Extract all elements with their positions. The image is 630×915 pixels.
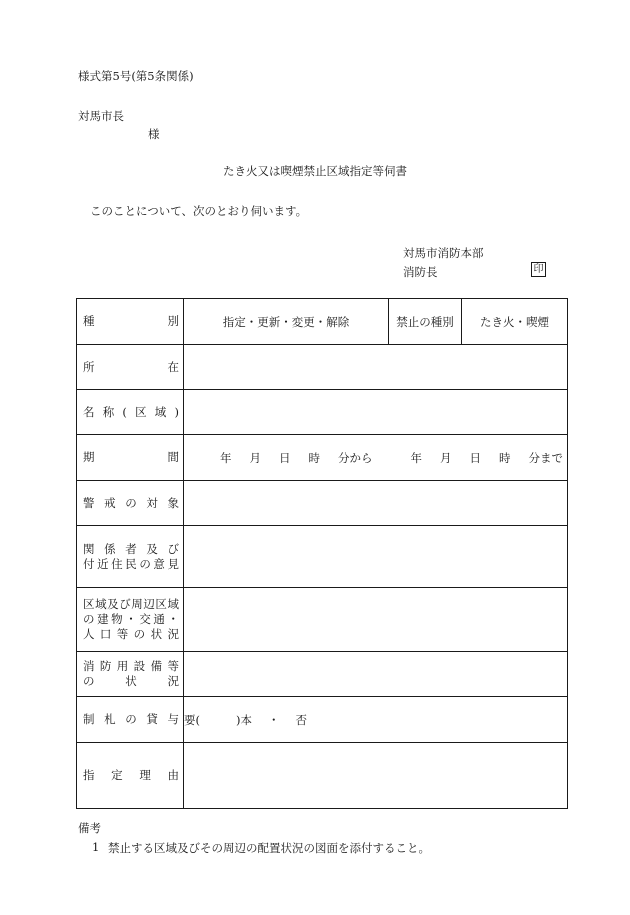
sign-required: 要( — [184, 712, 200, 727]
guard-value-cell[interactable] — [184, 481, 568, 526]
area-value-cell[interactable] — [184, 588, 568, 652]
guard-label: 警 戒 の 対 象 — [83, 495, 179, 510]
prohibition-value[interactable]: たき火・喫煙 — [462, 299, 568, 345]
location-label: 所 在 — [83, 359, 179, 374]
area-label-line-2: の 建 物 ・ 交 通 ・ — [83, 612, 179, 626]
honorific: 様 — [148, 127, 160, 141]
request-form-table — [76, 298, 568, 809]
row-guard — [77, 481, 568, 526]
equipment-label-line-2: の 状 況 — [83, 674, 179, 688]
location-value-cell[interactable] — [184, 345, 568, 390]
remark-number: 1 — [92, 840, 100, 854]
label-cell — [77, 390, 184, 435]
row-area — [77, 588, 568, 652]
row-period — [77, 435, 568, 481]
label-cell — [77, 345, 184, 390]
row-opinion — [77, 526, 568, 588]
reason-value-cell[interactable] — [184, 743, 568, 809]
form-number: 様式第5号(第5条関係) — [78, 69, 194, 83]
opinion-value-cell[interactable] — [184, 526, 568, 588]
addressee: 対馬市長 — [78, 109, 124, 123]
row-reason — [77, 743, 568, 809]
label-cell — [77, 588, 184, 652]
prohibition-label: 禁止の種別 — [389, 299, 462, 345]
sign-count: )本 — [236, 712, 252, 727]
opinion-label-line-2: 付 近 住 民 の 意 見 — [83, 556, 179, 571]
period-to-minute: 分まで — [528, 450, 563, 465]
remark-text: 禁止する区域及びその周辺の配置状況の図面を添付すること。 — [108, 841, 430, 855]
seal-stamp: 印 — [531, 262, 546, 277]
row-equipment — [77, 652, 568, 697]
label-cell — [77, 652, 184, 697]
equipment-label-line-1: 消 防 用 設 備 等 — [83, 659, 179, 673]
period-to-year: 年 — [410, 450, 422, 465]
type-label: 種 別 — [83, 314, 179, 328]
label-cell — [77, 697, 184, 743]
period-to-month: 月 — [440, 450, 452, 465]
row-name — [77, 390, 568, 435]
remarks-label: 備考 — [78, 821, 101, 835]
name-value-cell[interactable] — [184, 390, 568, 435]
opinion-label-line-1: 関 係 者 及 び — [83, 541, 179, 556]
label-cell — [77, 481, 184, 526]
period-from-month: 月 — [249, 450, 261, 465]
reason-label: 指 定 理 由 — [83, 768, 179, 782]
period-to-day: 日 — [469, 450, 481, 465]
period-line — [184, 450, 567, 466]
period-from-year: 年 — [220, 450, 232, 465]
label-cell — [77, 743, 184, 809]
row-location — [77, 345, 568, 390]
period-value-cell[interactable] — [184, 435, 568, 481]
area-label-line-3: 人 口 等 の 状 況 — [83, 627, 179, 641]
issuer-organization: 対馬市消防本部 — [403, 246, 484, 260]
period-label: 期 間 — [83, 450, 179, 464]
intro-text: このことについて、次のとおり伺います。 — [90, 204, 308, 218]
period-to-hour: 時 — [499, 450, 511, 465]
sign-value-cell[interactable] — [184, 697, 568, 743]
name-label: 名 称 ( 区 域 ) — [83, 404, 179, 419]
label-cell — [77, 299, 184, 345]
area-label-line-1: 区 域 及 び 周 辺 区 域 — [83, 597, 179, 611]
label-cell — [77, 435, 184, 481]
sign-no: 否 — [295, 712, 307, 727]
row-sign — [77, 697, 568, 743]
period-from-minute: 分から — [338, 450, 373, 465]
document-title: たき火又は喫煙禁止区域指定等伺書 — [223, 164, 407, 178]
sign-label: 制 札 の 貸 与 — [83, 712, 179, 726]
type-value[interactable]: 指定・更新・変更・解除 — [184, 299, 389, 345]
issuer-title: 消防長 — [403, 265, 438, 279]
label-cell — [77, 526, 184, 588]
period-from-day: 日 — [279, 450, 291, 465]
row-type — [77, 299, 568, 345]
equipment-value-cell[interactable] — [184, 652, 568, 697]
period-from-hour: 時 — [308, 450, 320, 465]
sign-separator: ・ — [268, 712, 280, 727]
